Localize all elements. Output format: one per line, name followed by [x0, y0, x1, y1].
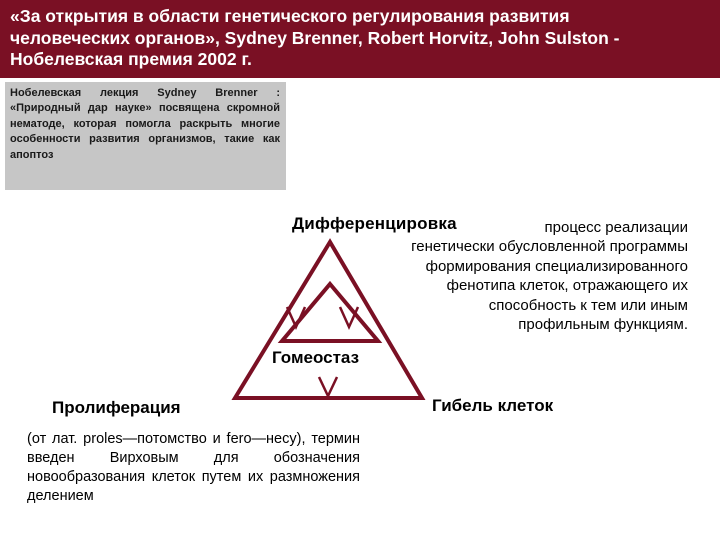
differentiation-desc-first: процесс реализации — [544, 219, 688, 236]
outer-triangle — [235, 242, 422, 398]
differentiation-title: Дифференцировка — [292, 214, 457, 233]
arrow-bottom — [319, 377, 337, 396]
cell-death-title: Гибель клеток — [432, 396, 554, 415]
homeostasis-label: Гомеостаз — [272, 348, 360, 367]
proliferation-description: (от лат. proles—потомство и fero—несу), термин введен Вирховым для обозначения новообразования клеток путем их размножения делением — [27, 431, 360, 504]
inner-triangle — [282, 284, 378, 341]
header-title: «За открытия в области генетического регулирования развития человеческих органов», Sydney Brenner, Robert Horvitz, John Sulston - Нобелевская премия 2002 г. — [10, 6, 620, 69]
lecture-text: Нобелевская лекция Sydney Brenner : «Природный дар науке» посвящена скромной нематоде, которая помогла раскрыть многие особенности развития организмов, такие как апоптоз — [10, 87, 280, 161]
differentiation-desc-rest: генетически обусловленной программы формирования специализированного фенотипа клеток, отражающего их способность к тем или иным профильным функциям. — [411, 238, 688, 334]
proliferation-title: Пролиферация — [52, 398, 181, 417]
